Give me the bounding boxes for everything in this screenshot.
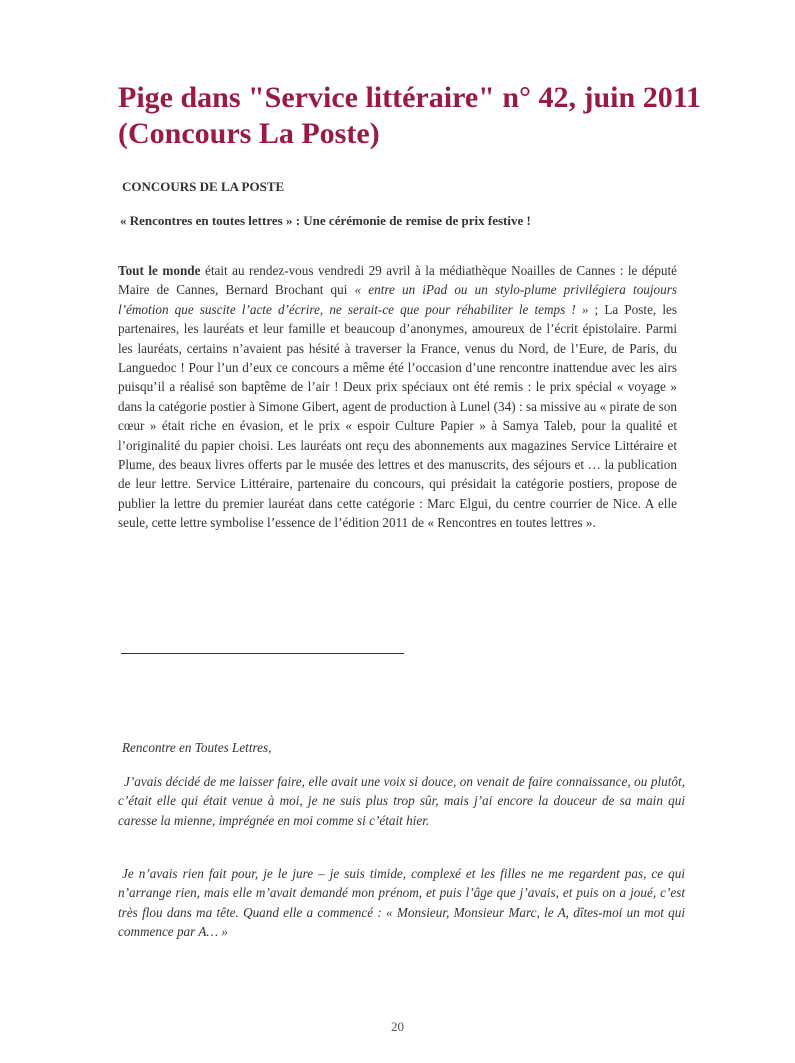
article-body [118,261,677,533]
page-title: Pige dans "Service littéraire" n° 42, juin 2011 (Concours La Poste) [118,81,702,150]
article-text-a: était au rendez-vous vendredi 29 avril à la médiathèque Noailles de Cannes : le député Maire de Cannes, Bernard Brochant qui [118,263,677,298]
letter-paragraph-2: Je n’avais rien fait pour, je le jure – je suis timide, complexé et les filles ne me regardent pas, ce qui n’arrange rien, mais elle m’avait demandé mon prénom, et puis l’âge que j’avais, et puis on a joué, c’est très flou dans ma tête. Quand elle a commencé : « Monsieur, Monsieur Marc, le A, dîtes-moi un mot qui commence par A… » [118,866,685,940]
article-text-b: ; La Poste, les partenaires, les lauréats et leur famille et beaucoup d’anonymes, amoureux de l’écrit épistolaire. Parmi les lauréats, certains n’avaient pas hésité à traverser la France, venus du Nord, de l’Eure, de Paris, du Languedoc ! Pour l’un d’eux ce concours a même été l’occasion d’une rencontre inattendue avec les airs puisqu’il a réalisé son baptême de l’air ! Deux prix spéciaux ont été remis : le prix spécial « voyage » dans la catégorie postier à Simone Gibert, agent de production à Lunel (34) : sa missive au « pirate de son cœur » était riche en évasion, et le prix « espoir Culture Papier » à Samya Taleb, pour la qualité et l’originalité du papier choisi. Les lauréats ont reçu des abonnements aux magazines Service Littéraire et Plume, des beaux livres offerts par le musée des lettres et des manuscrits, des séjours et … la publication de leur lettre. Service Littéraire, partenaire du concours, qui présidait la catégorie postiers, propose de publier la lettre du premier lauréat dans cette catégorie : Marc Elgui, du centre courrier de Nice. A elle seule, cette lettre symbolise l’essence de l’édition 2011 de « Rencontres en toutes lettres ». [118,301,677,531]
page-number: 20 [391,1019,404,1034]
article-lead: Tout le monde [118,263,201,278]
separator-rule [121,653,404,654]
article-headline: « Rencontres en toutes lettres » : Une cérémonie de remise de prix festive ! [120,213,531,228]
letter-salutation: Rencontre en Toutes Lettres, [122,740,272,755]
letter-paragraph-1: J’avais décidé de me laisser faire, elle avait une voix si douce, on venait de faire connaissance, ou plutôt, c’était elle qui était venue à moi, je ne suis plus trop sûr, mais j’ai encore la douceur de sa main qui caresse la mienne, imprégnée en moi comme si c’était hier. [118,774,685,828]
article-quote: « entre un iPad ou un stylo-plume privilégiera toujours l’émotion que suscite l’acte d’écrire, ne serait-ce que pour réhabiliter le temps ! » [118,282,677,317]
article-rubrique: CONCOURS DE LA POSTE [122,179,285,194]
